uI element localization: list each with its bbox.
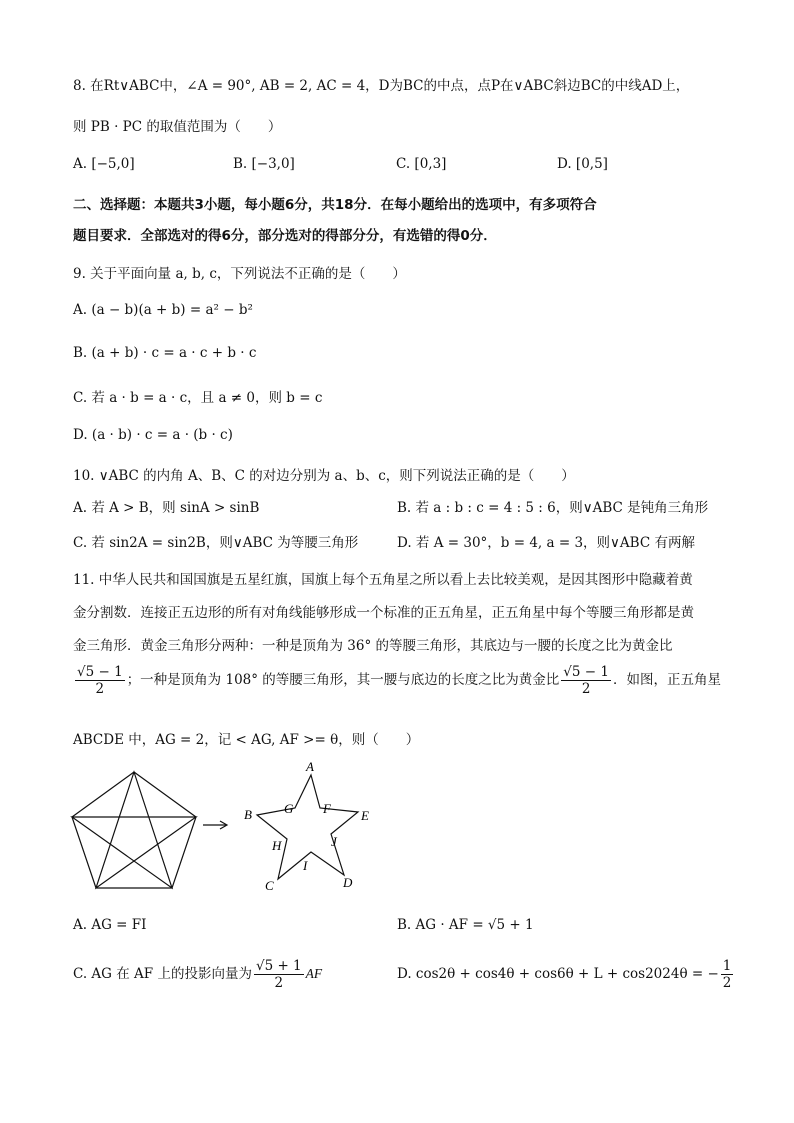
q11-option-c: C. AG 在 AF 上的投影向量为 $\frac{√5 + 1}{2}$ AF	[73, 958, 323, 991]
five-pointed-star	[257, 775, 358, 879]
section2-heading-line2: 题目要求．全部选对的得6分，部分选对的得部分分，有选错的得0分．	[73, 228, 497, 244]
q8-stem-line2: 则 PB · PC 的取值范围为（ ）	[73, 119, 282, 135]
q11-stem-line2: 金分割数．连接正五边形的所有对角线能够形成一个标准的正五角星，正五角星中每个等腰三角形都是黄	[73, 605, 694, 621]
star-label-d: D	[343, 875, 353, 890]
q10-option-c: C. 若 sin2A = sin2B，则∨ABC 为等腰三角形	[73, 535, 359, 551]
q10-option-a: A. 若 A > B，则 sinA > sinB	[73, 500, 260, 516]
star-label-c: C	[265, 878, 274, 893]
q8-option-c: C. [0,3]	[396, 156, 447, 172]
q11-option-d: D. cos2θ + cos4θ + cos6θ + L + cos2024θ = − $\frac{1}{2}$	[397, 958, 732, 991]
star-label-j: J	[331, 834, 337, 849]
q9-option-a: A. (a − b)(a + b) = a² − b²	[73, 302, 253, 318]
q11-option-b: B. AG · AF = √5 + 1	[397, 917, 534, 933]
section2-heading-line1: 二、选择题：本题共3小题，每小题6分，共18分．在每小题给出的选项中，有多项符合	[73, 197, 597, 213]
q9-option-b: B. (a + b) · c = a · c + b · c	[73, 345, 257, 361]
star-label-b: B	[244, 807, 252, 822]
q10-stem: 10. ∨ABC 的内角 A、B、C 的对边分别为 a、b、c，则下列说法正确的是（ ）	[73, 468, 575, 484]
star-label-i: I	[303, 858, 308, 873]
q9-option-c: C. 若 a · b = a · c，且 a ≠ 0，则 b = c	[73, 390, 323, 406]
q10-option-d: D. 若 A = 30°，b = 4, a = 3，则∨ABC 有两解	[397, 535, 695, 551]
q8-option-d: D. [0,5]	[557, 156, 608, 172]
q10-option-b: B. 若 a : b : c = 4 : 5 : 6，则∨ABC 是钝角三角形	[397, 500, 709, 516]
q9-option-d: D. (a · b) · c = a · (b · c)	[73, 427, 233, 443]
q11-option-c-fraction: $\frac{√5 + 1}{2}$	[255, 958, 302, 991]
q11-stem-line5: ABCDE 中，AG = 2，记 < AG, AF >= θ，则（ ）	[73, 732, 420, 748]
star-label-g: G	[284, 801, 294, 816]
q8-option-a: A. [−5,0]	[73, 156, 135, 172]
q11-option-a: A. AG = FI	[73, 917, 147, 933]
star-label-e: E	[361, 808, 369, 823]
star-label-f: F	[323, 801, 331, 816]
golden-ratio-fraction-1: $\frac{√5 - 1}{2}$	[77, 664, 123, 697]
q9-stem: 9. 关于平面向量 a, b, c，下列说法不正确的是（ ）	[73, 266, 406, 282]
star-label-a: A	[306, 760, 314, 774]
q8-option-b: B. [−3,0]	[233, 156, 295, 172]
q11-stem-line4: $\frac{√5 - 1}{2}$ ；一种是顶角为 108° 的等腰三角形，其一腰与底边的长度之比为黄金比 $\frac{√5 - 1}{2}$ ．如图，正五角星	[77, 664, 721, 697]
q11-stem-line3: 金三角形．黄金三角形分两种：一种是顶角为 36° 的等腰三角形，其底边与一腰的长度之比为黄金比	[73, 638, 673, 654]
q11-option-d-fraction: $\frac{1}{2}$	[722, 958, 732, 991]
golden-ratio-fraction-2: $\frac{√5 - 1}{2}$	[563, 664, 609, 697]
q11-stem-line1: 11. 中华人民共和国国旗是五星红旗，国旗上每个五角星之所以看上去比较美观，是因其图形中隐藏着黄	[73, 572, 693, 588]
star-label-h: H	[272, 838, 282, 853]
pentagon-star-figure	[60, 760, 400, 895]
q8-stem-line1: 8. 在Rt∨ABC中，∠A = 90°, AB = 2, AC = 4，D为BC的中点，点P在∨ABC斜边BC的中线AD上，	[73, 78, 690, 94]
